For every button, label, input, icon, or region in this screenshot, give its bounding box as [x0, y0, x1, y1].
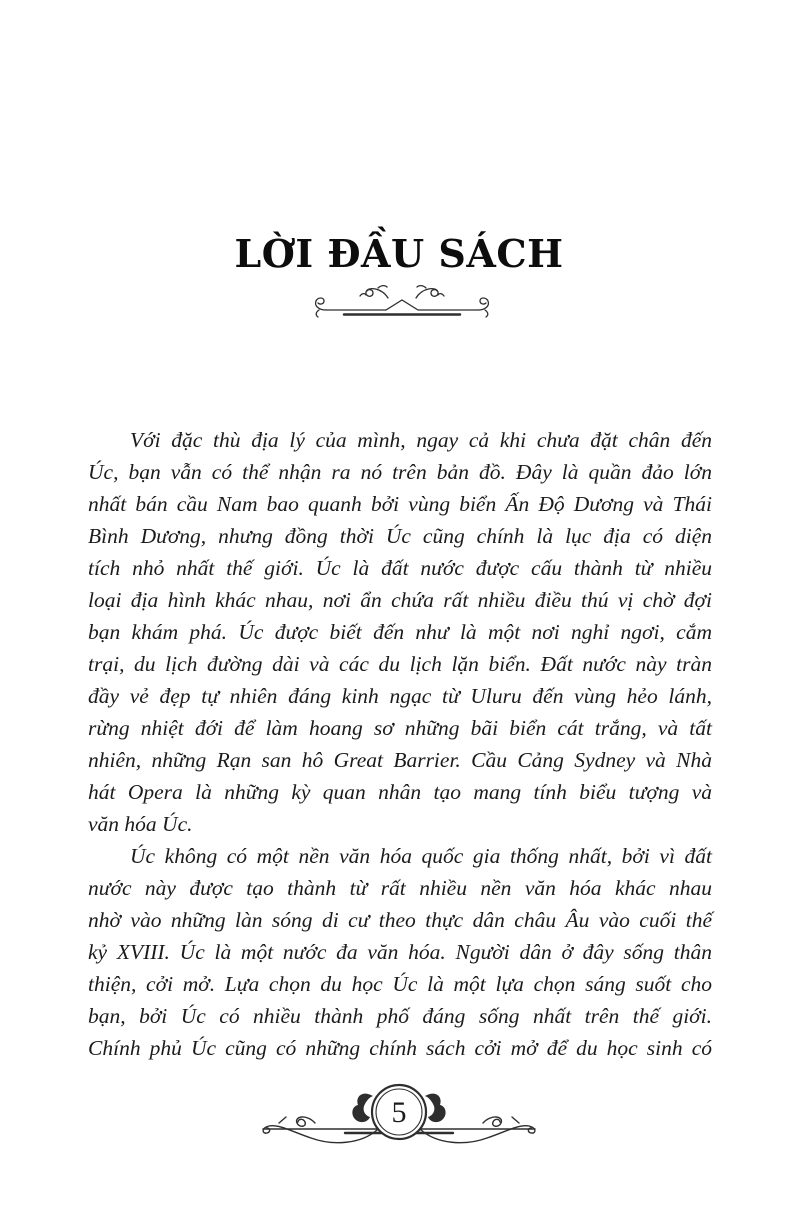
body-text — [88, 424, 712, 1064]
text-line: trại, du lịch đường dài và các du lịch lặn biển. Đất nước này tràn — [88, 652, 712, 676]
footer-flourish-icon — [249, 1072, 549, 1161]
text-line: loại địa hình khác nhau, nơi ẩn chứa rất nhiều điều thú vị chờ đợi — [88, 588, 712, 612]
text-line: Bình Dương, nhưng đồng thời Úc cũng chính là lục địa có diện — [88, 524, 712, 548]
text-line: nước này được tạo thành từ rất nhiều nền văn hóa khác nhau — [88, 876, 712, 900]
text-line: nhờ vào những làn sóng di cư theo thực dân châu Âu vào cuối thế — [88, 908, 712, 932]
text-line: Úc không có một nền văn hóa quốc gia thống nhất, bởi vì đất — [130, 844, 712, 868]
text-line: rừng nhiệt đới để làm hoang sơ những bãi biển cát trắng, và tất — [88, 716, 712, 740]
text-line: nhiên, những Rạn san hô Great Barrier. Cầu Cảng Sydney và Nhà — [88, 748, 712, 772]
text-line: thiện, cởi mở. Lựa chọn du học Úc là một lựa chọn sáng suốt cho — [88, 972, 712, 996]
text-line: bạn, bởi Úc có nhiều thành phố đáng sống nhất trên thế giới. — [88, 1004, 712, 1028]
text-line: Úc, bạn vẫn có thể nhận ra nó trên bản đồ. Đây là quần đảo lớn — [88, 460, 712, 484]
text-line: nhất bán cầu Nam bao quanh bởi vùng biển Ấn Độ Dương và Thái — [88, 492, 712, 516]
text-line: bạn khám phá. Úc được biết đến như là một nơi nghỉ ngơi, cắm — [88, 620, 712, 644]
page-number: 5 — [391, 1096, 407, 1129]
text-line: kỷ XVIII. Úc là một nước đa văn hóa. Người dân ở đây sống thân — [88, 940, 712, 964]
text-line: văn hóa Úc. — [88, 812, 193, 836]
text-line: hát Opera là những kỳ quan nhân tạo mang tính biểu tượng và — [88, 780, 712, 804]
text-line: tích nhỏ nhất thế giới. Úc là đất nước được cấu thành từ nhiều — [88, 556, 712, 580]
text-line: Chính phủ Úc cũng có những chính sách cởi mở để du học sinh có — [88, 1036, 712, 1060]
text-line: đầy vẻ đẹp tự nhiên đáng kinh ngạc từ Uluru đến vùng hẻo lánh, — [88, 684, 712, 708]
title-flourish-icon — [312, 283, 492, 328]
page-title: LỜI ĐẦU SÁCH — [234, 231, 564, 276]
text-line: Với đặc thù địa lý của mình, ngay cả khi chưa đặt chân đến — [130, 428, 712, 452]
